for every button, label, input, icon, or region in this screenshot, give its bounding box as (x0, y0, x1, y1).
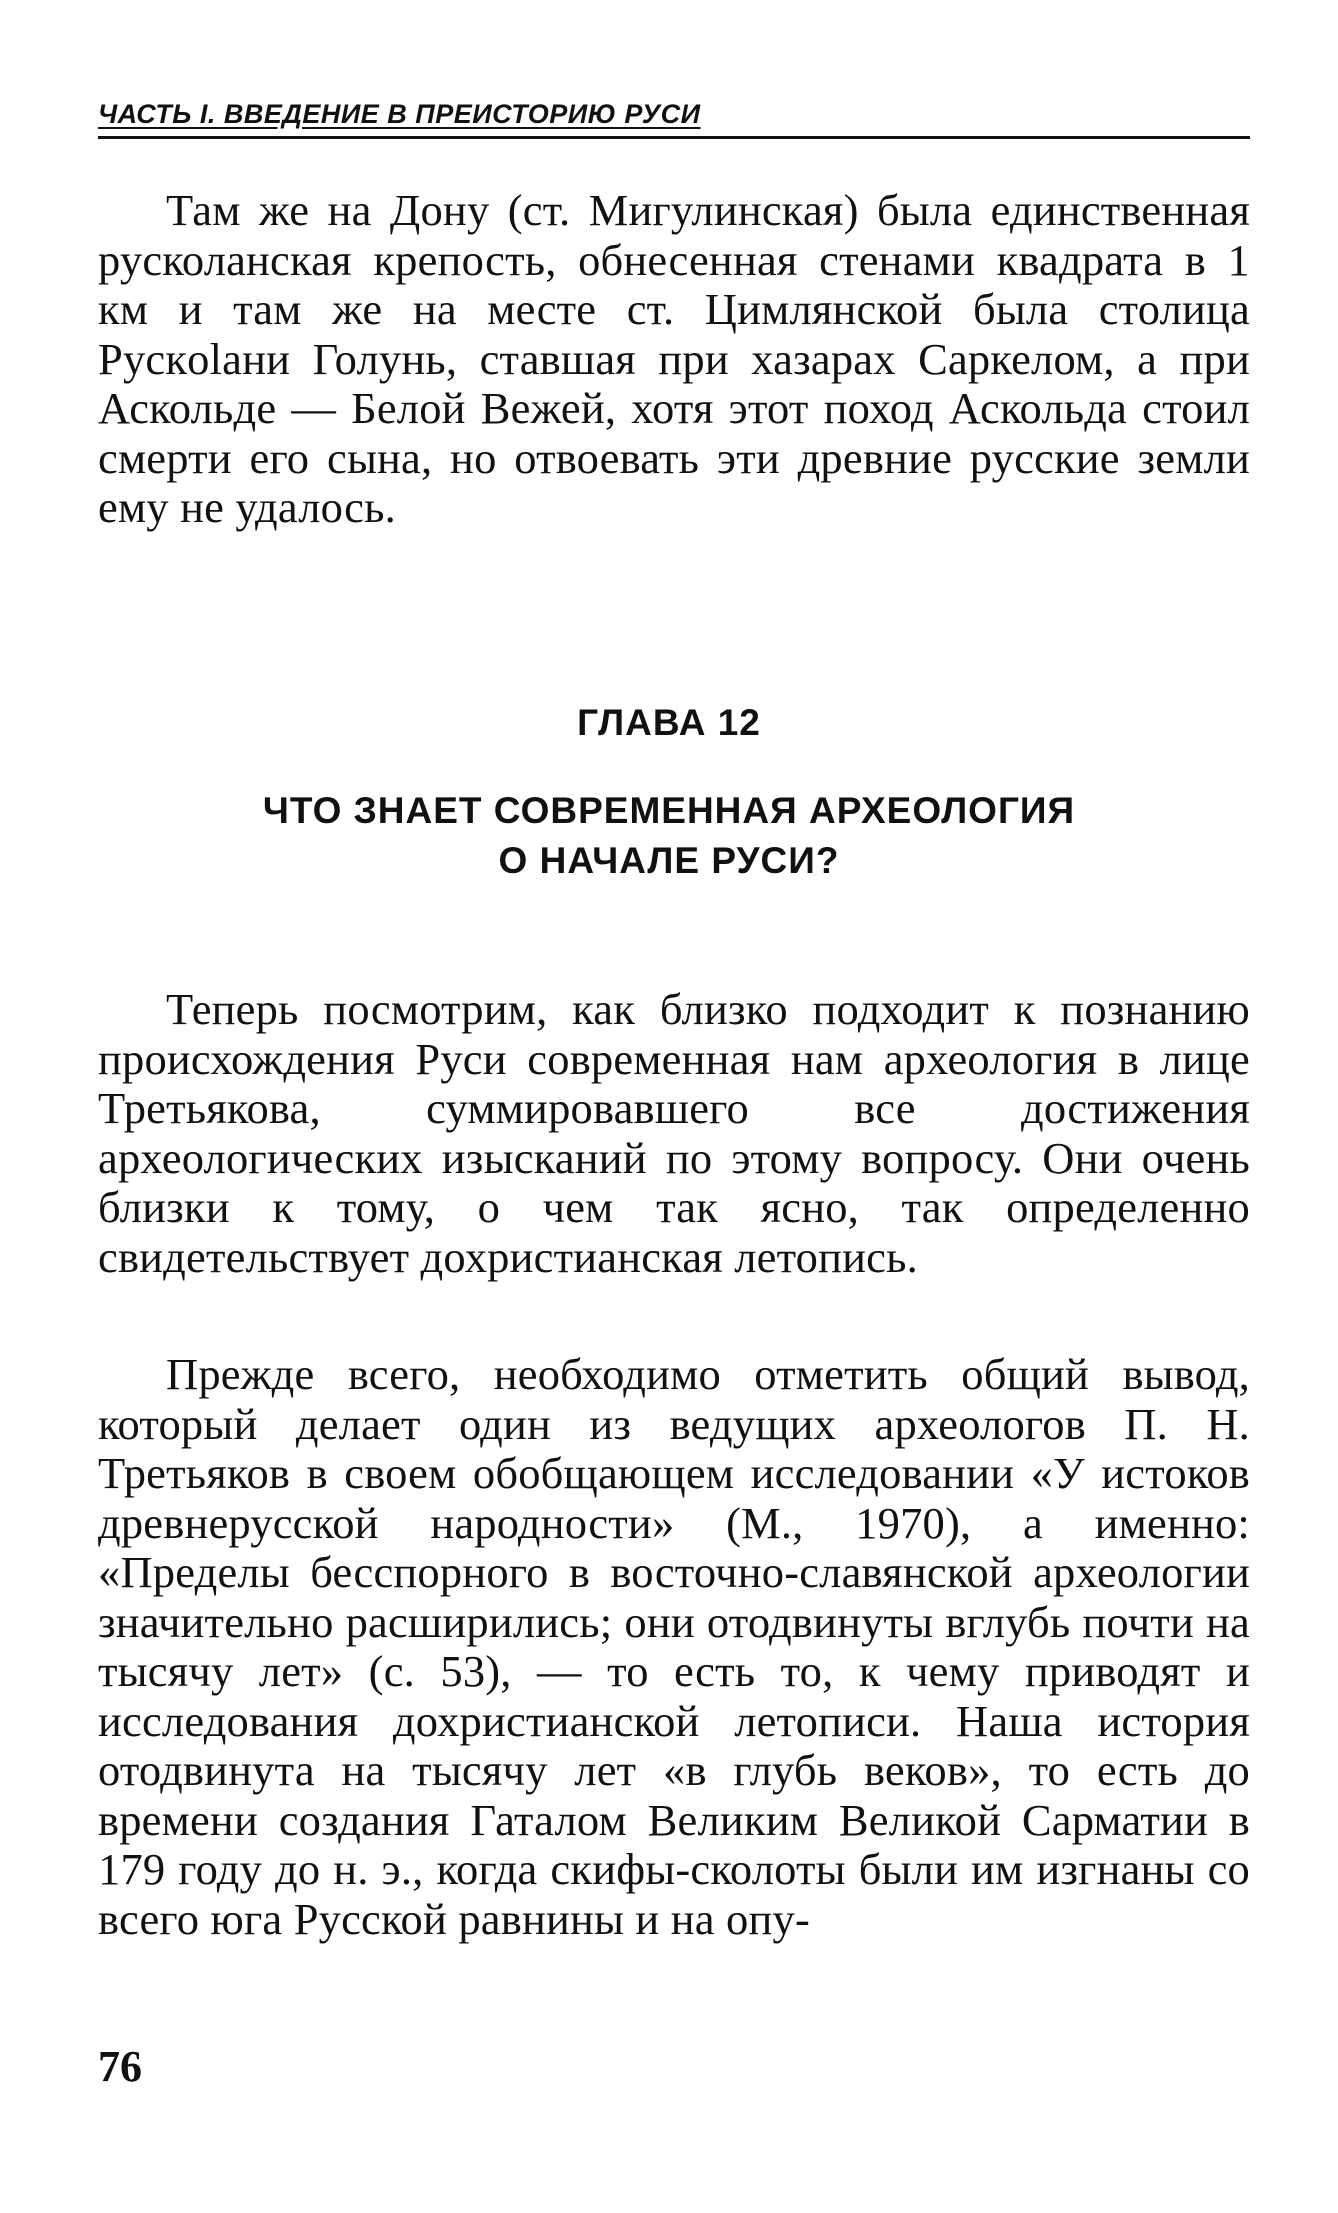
chapter-title-line-2: О НАЧАЛЕ РУСИ? (498, 840, 840, 881)
paragraph-text: Там же на Дону (ст. Мигулинская) была единственная русколанская крепость, обнесенная стенами квадрата в 1 км и там же на месте ст. Цимлянской была столица Рускolани Голунь, ставшая при хазарах Саркелом, а при Аскольде — Белой Вежей, хотя этот поход Аскольда стоил смерти его сына, но отвоевать эти древние русские земли ему не удалось. (98, 185, 1250, 532)
chapter-title-line-1: ЧТО ЗНАЕТ СОВРЕМЕННАЯ АРХЕОЛОГИЯ (262, 790, 1076, 831)
body-paragraph-3 (98, 1350, 1250, 1944)
paragraph-text: Прежде всего, необходимо отметить общий вывод, который делает один из ведущих археологов П. Н. Третьяков в своем обобщающем исследовании «У истоков древнерусской народности» (М., 1970), а именно: «Пределы бесспорного в восточно-славянской археологии значительно расширились; они отодвинуты вглубь почти на тысячу лет» (с. 53), — то есть то, к чему приводят и исследования дохристианской летописи. Наша история отодвинута на тысячу лет «в глубь веков», то есть до времени создания Гаталом Великим Великой Сарматии в 179 году до н. э., когда скифы-сколоты были им изгнаны со всего юга Русской равнины и на опу- (98, 1349, 1250, 1944)
running-head (98, 86, 1250, 139)
chapter-title (0, 786, 1338, 886)
body-paragraph-1 (98, 186, 1250, 533)
paragraph-text: Теперь посмотрим, как близко подходит к познанию происхождения Руси современная нам археология в лице Третьякова, суммировавшего все достижения археологических изысканий по этому вопросу. Они очень близки к тому, о чем так ясно, так определенно свидетельствует дохристианская летопись. (98, 984, 1250, 1282)
running-head-text: ЧАСТЬ I. ВВЕДЕНИЕ В ПРЕИСТОРИЮ РУСИ (98, 99, 701, 129)
body-paragraph-2 (98, 985, 1250, 1282)
page-number: 76 (98, 2042, 142, 2091)
chapter-number: ГЛАВА 12 (577, 702, 761, 743)
